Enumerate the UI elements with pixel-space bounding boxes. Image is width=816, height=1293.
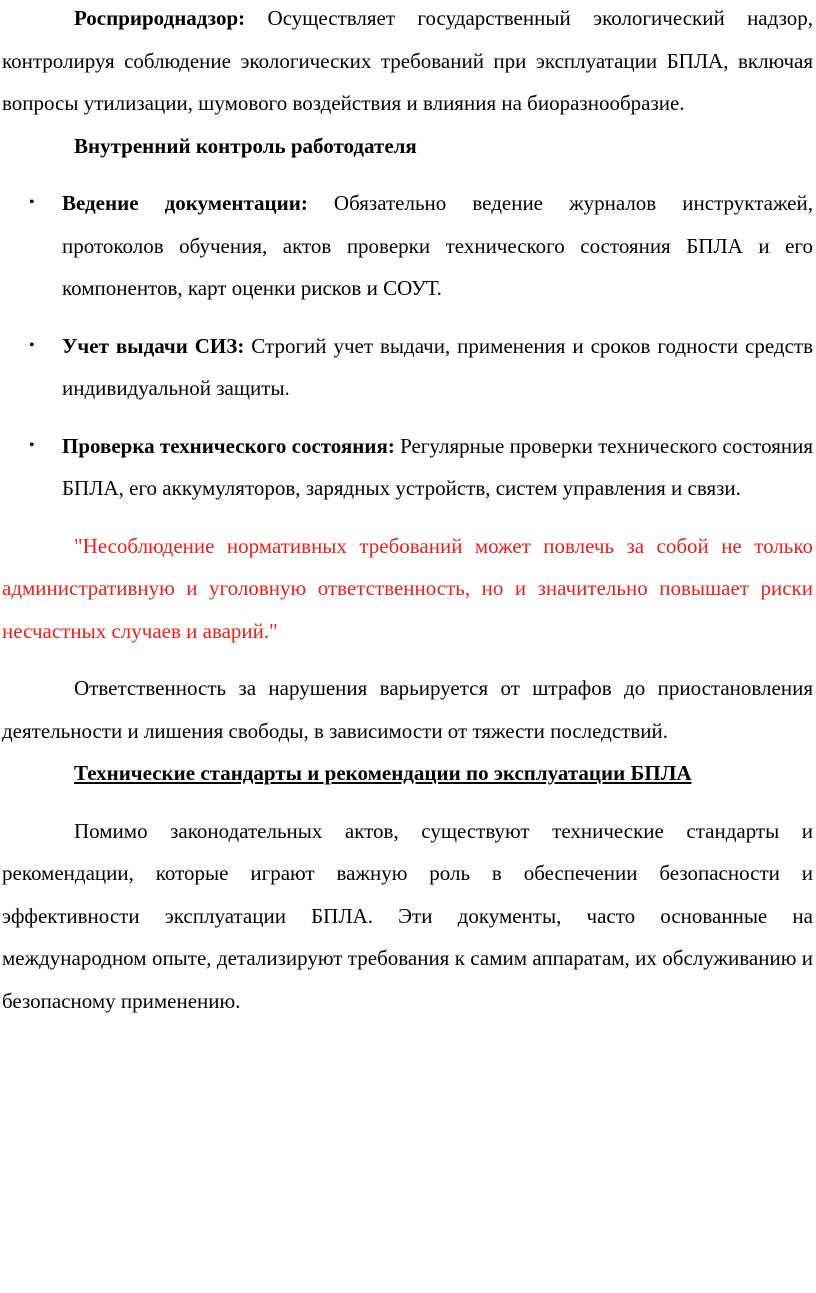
list-item-text: Строгий учет выдачи, применения и сроков годности средств индивидуальной защиты.: [62, 333, 813, 400]
paragraph-responsibility: Ответственность за нарушения варьируется от штрафов до приостановления деятельности и лишения свободы, в зависимости от тяжести последствий.: [2, 676, 813, 743]
bullet-icon: •: [29, 194, 35, 211]
list-item: [2, 325, 813, 410]
list-item: [2, 425, 813, 510]
list-item-text: Обязательно ведение журналов инструктажей, протоколов обучения, актов проверки технического состояния БПЛА и его компонентов, карт оценки рисков и СОУТ.: [62, 191, 813, 300]
quote-paragraph: "Несоблюдение нормативных требований может повлечь за собой не только административную и уголовную ответственность, но и значительно повышает риски несчастных случаев и аварий.": [2, 533, 813, 643]
paragraph-rosprirodnadzor: [2, 0, 813, 125]
paragraph-standards: Помимо законодательных актов, существуют технические стандарты и рекомендации, которые играют важную роль в обеспечении безопасности и эффективности эксплуатации БПЛА. Эти документы, часто основанные на международном опыте, детализируют требования к самим аппаратам, их обслуживанию и безопасному применению.: [2, 818, 813, 1013]
bullet-list: [2, 182, 813, 510]
section-heading-technical-standards: Технические стандарты и рекомендации по эксплуатации БПЛА: [74, 761, 692, 785]
paragraph-text: Осуществляет государственный экологический надзор, контролируя соблюдение экологических требований при эксплуатации БПЛА, включая вопросы утилизации, шумового воздействия и влияния на биоразнообразие.: [2, 6, 813, 115]
list-item-lead: Ведение документации:: [62, 191, 308, 215]
list-item: [2, 182, 813, 310]
paragraph-lead: Росприроднадзор:: [74, 6, 246, 30]
list-item-lead: Учет выдачи СИЗ:: [62, 333, 245, 358]
list-item-text: Регулярные проверки технического состояния БПЛА, его аккумуляторов, зарядных устройств, систем управления и связи.: [62, 433, 813, 500]
section-heading-internal-control: Внутренний контроль работодателя: [74, 133, 417, 158]
bullet-icon: •: [29, 436, 35, 454]
bullet-icon: •: [29, 336, 35, 354]
list-item-lead: Проверка технического состояния:: [62, 433, 395, 458]
